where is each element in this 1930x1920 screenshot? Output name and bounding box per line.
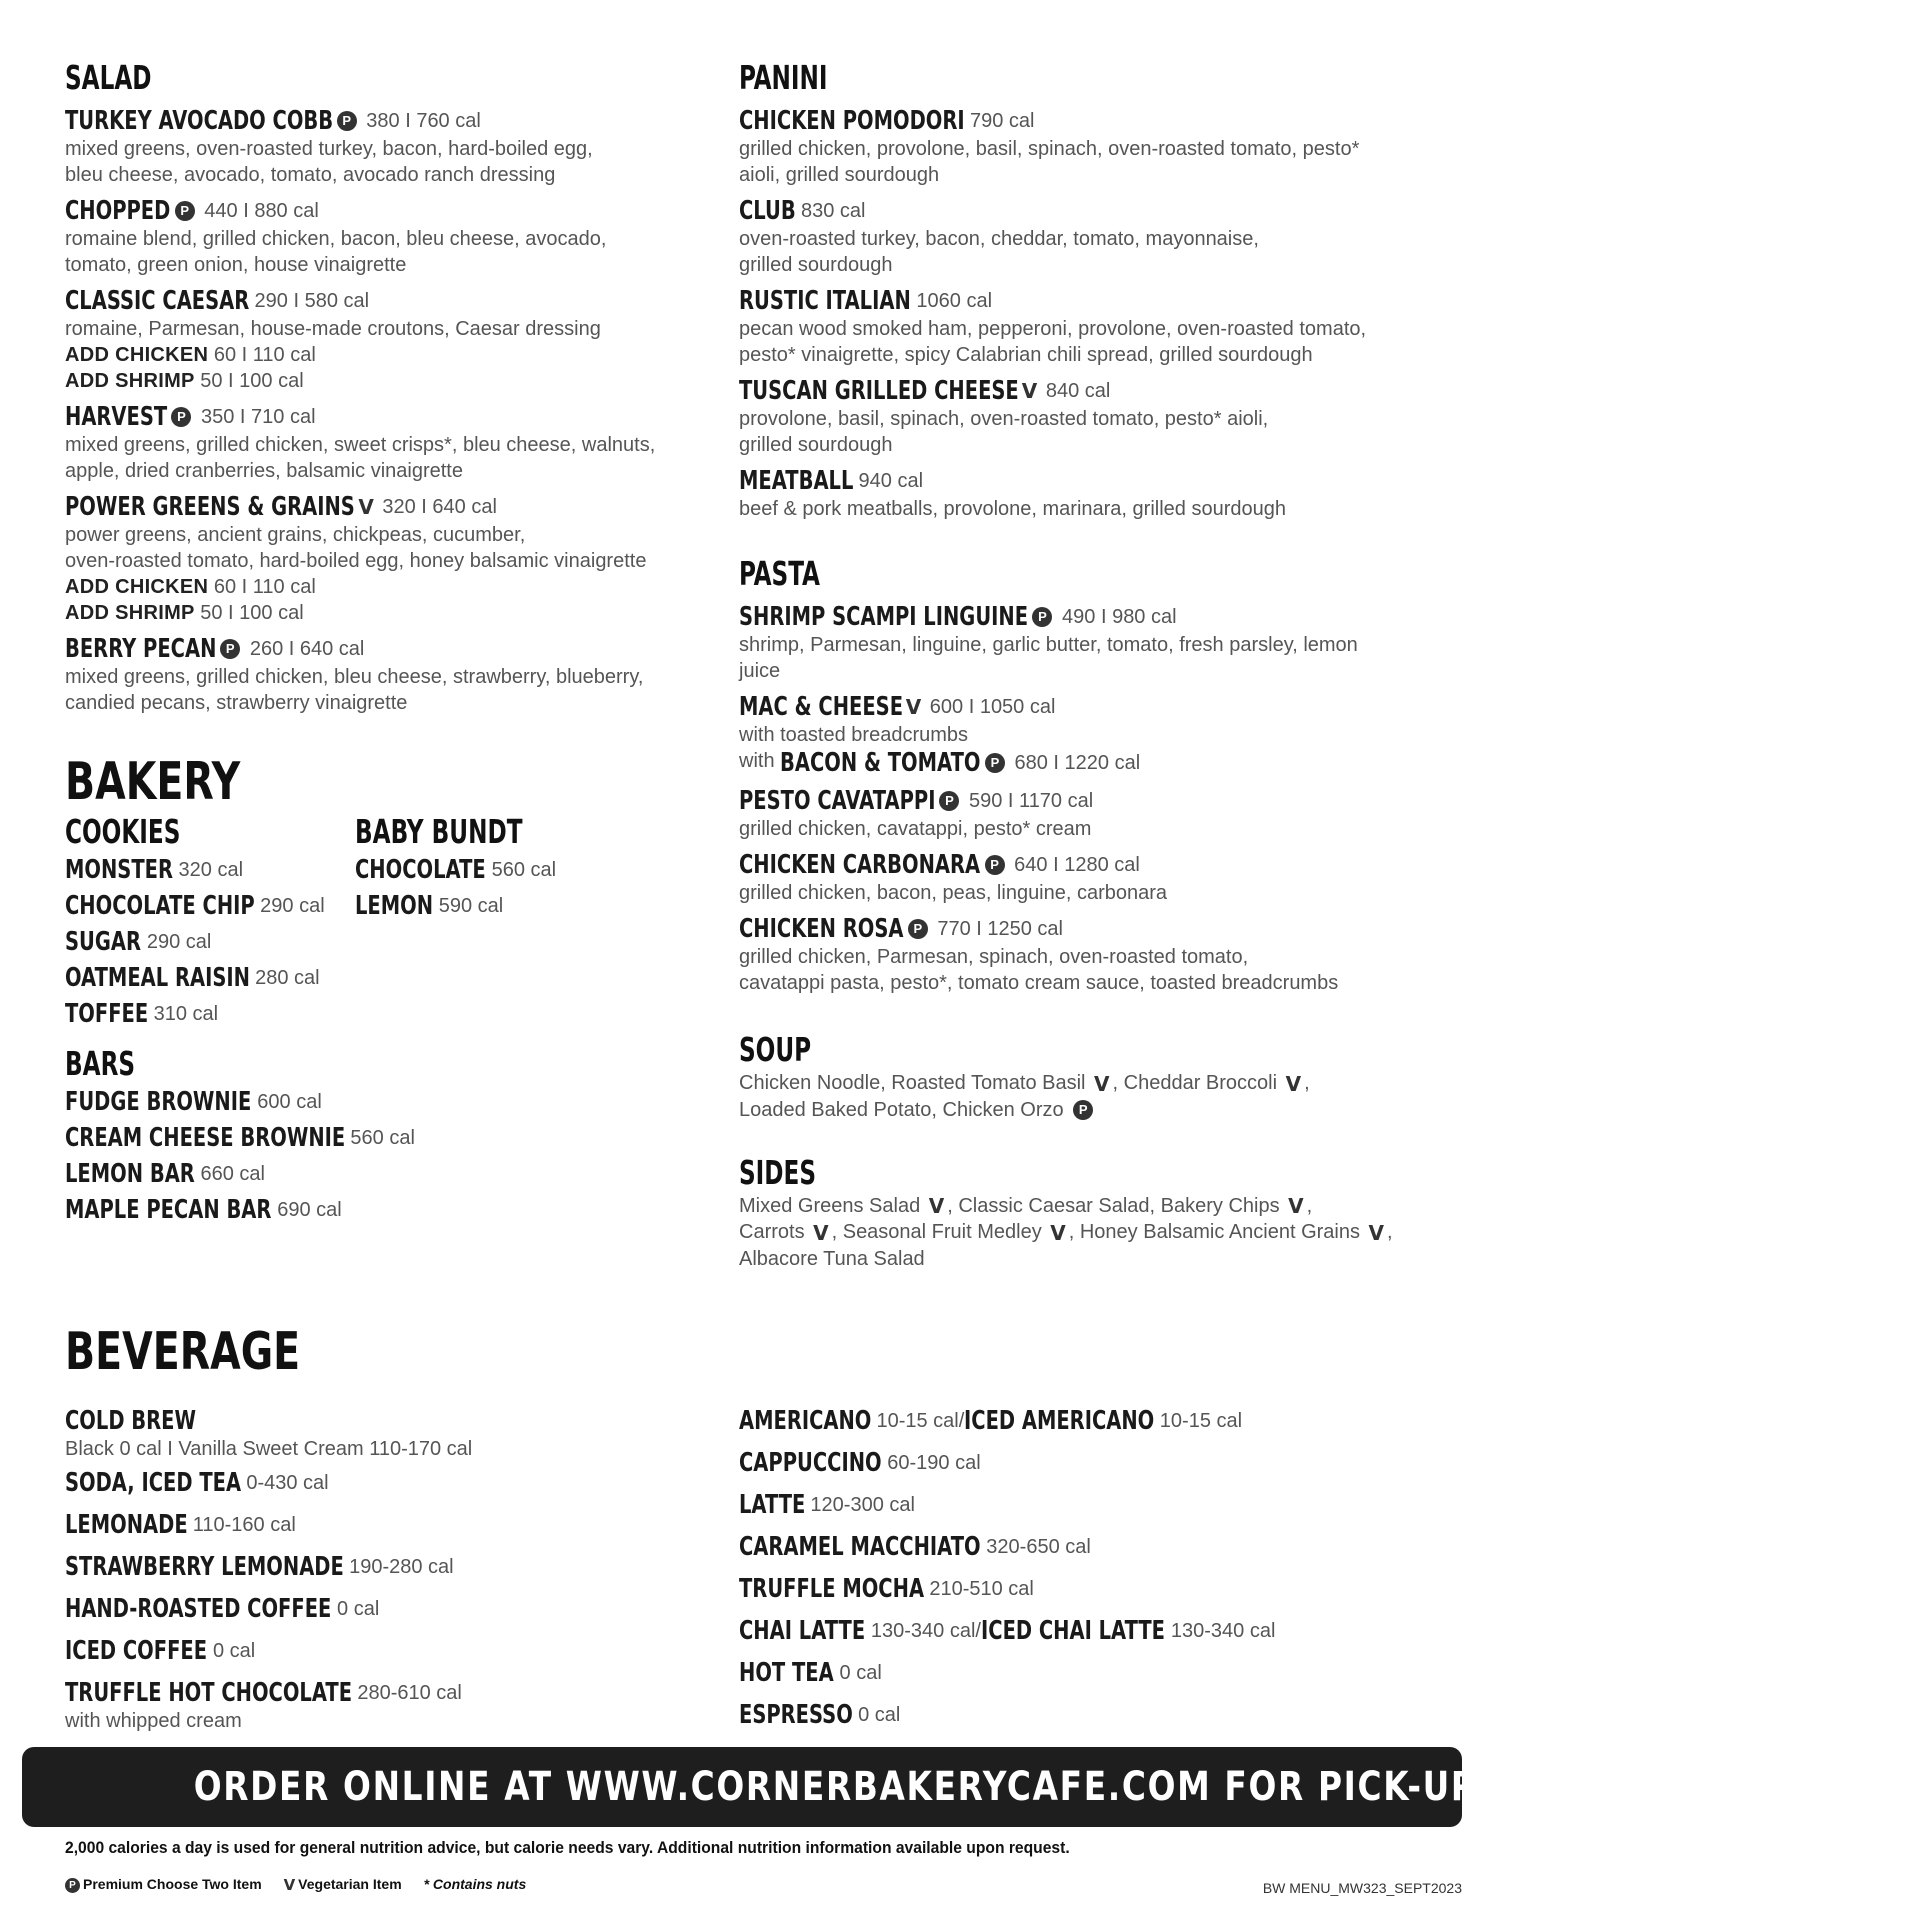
item-description: grilled chicken, bacon, peas, linguine, carbonara: [739, 882, 1168, 904]
legend-vegetarian: Vegetarian Item: [298, 1876, 402, 1892]
item-name: BERRY PECAN: [65, 634, 217, 664]
item-calories: 640 I 1280 cal: [1008, 854, 1140, 876]
item-name-line: [739, 376, 1429, 406]
item-calories: 320-650 cal: [980, 1536, 1091, 1558]
item-name-line: [739, 1444, 1429, 1482]
item-name-line: [739, 850, 1429, 880]
item-name: COLD BREW: [65, 1406, 197, 1436]
item-name: CLUB: [739, 196, 796, 226]
item-calories: 310 cal: [148, 1003, 219, 1025]
add-on-label: ADD CHICKEN: [65, 576, 209, 598]
premium-icon: P: [939, 791, 959, 811]
right-column: [739, 58, 1429, 1272]
beverage-item: [739, 1654, 1429, 1692]
item-calories: 210-510 cal: [923, 1578, 1034, 1600]
text-line: [739, 1097, 1429, 1123]
salad-heading: SALAD: [65, 58, 152, 97]
item-calories: 0 cal: [331, 1598, 380, 1620]
beverage-item: [65, 1674, 705, 1732]
item-name-line: [739, 196, 1429, 226]
menu-code: BW MENU_MW323_SEPT2023: [1262, 1880, 1462, 1896]
item-description: pecan wood smoked ham, pepperoni, provolone, oven-roasted tomato,: [739, 318, 1367, 340]
item-name: OATMEAL RAISIN: [65, 963, 250, 993]
add-on-calories: 50 I 100 cal: [194, 602, 304, 624]
beverage-item: [739, 1528, 1429, 1566]
text-fragment: , Cheddar Broccoli: [1112, 1072, 1283, 1094]
item-description: grilled chicken, cavatappi, pesto* cream: [739, 818, 1092, 840]
add-on-calories: 60 I 110 cal: [208, 344, 316, 366]
item-calories: 280-610 cal: [351, 1682, 462, 1704]
item-name-alt: ICED CHAI LATTE: [980, 1616, 1165, 1646]
item-name-line: [739, 1402, 1429, 1440]
item-name-line: [65, 1506, 705, 1544]
vegetarian-icon: V: [905, 695, 922, 719]
with-calories: 680 I 1220 cal: [1008, 752, 1141, 774]
item-calories: 590 cal: [433, 895, 504, 917]
item-calories: 110-160 cal: [187, 1514, 296, 1536]
vegetarian-icon: V: [283, 1876, 296, 1895]
item-name: SUGAR: [65, 927, 141, 957]
beverage-item: [739, 1612, 1429, 1650]
soup-list: [739, 1070, 1429, 1123]
item-name: HAND-ROASTED COFFEE: [65, 1594, 332, 1624]
item-name-line: [65, 1632, 705, 1670]
beverage-item: [739, 1696, 1429, 1734]
bars-heading: BARS: [65, 1044, 136, 1083]
cookies-heading: COOKIES: [65, 812, 181, 851]
item-name: CHAI LATTE: [739, 1616, 866, 1646]
vegetarian-icon: V: [928, 1194, 945, 1219]
item-description: provolone, basil, spinach, oven-roasted tomato, pesto* aioli,: [739, 408, 1269, 430]
bakery-grid: [65, 812, 705, 1232]
item-name: POWER GREENS & GRAINS: [65, 492, 355, 522]
bundt-column: [355, 812, 570, 924]
premium-icon: P: [985, 753, 1005, 773]
item-name-line: [739, 692, 1429, 722]
add-on: [65, 342, 705, 368]
item-calories: 0 cal: [207, 1640, 256, 1662]
text-line: [739, 1193, 1429, 1220]
item-calories: 60-190 cal: [881, 1452, 981, 1474]
item-name-line: [355, 852, 570, 888]
item-name: SODA, ICED TEA: [65, 1468, 242, 1498]
item-name: RUSTIC ITALIAN: [739, 286, 911, 316]
item-description: mixed greens, grilled chicken, sweet crisps*, bleu cheese, walnuts,: [65, 434, 656, 456]
item-name: LEMONADE: [65, 1510, 188, 1540]
menu-item: [65, 402, 705, 484]
item-name: CHOPPED: [65, 196, 171, 226]
menu-item: [739, 850, 1429, 906]
premium-icon: P: [1032, 607, 1052, 627]
legend-nuts: * Contains nuts: [423, 1876, 527, 1892]
beverage-heading: BEVERAGE: [65, 1322, 301, 1382]
item-description: apple, dried cranberries, balsamic vinaigrette: [65, 460, 463, 482]
beverage-item: [739, 1444, 1429, 1482]
item-name-line: [65, 634, 705, 664]
vegetarian-icon: V: [1288, 1194, 1304, 1219]
item-calories: 290 cal: [254, 895, 325, 917]
menu-item: [739, 106, 1429, 188]
item-calories: 130-340 cal/: [865, 1620, 981, 1642]
item-description: grilled chicken, Parmesan, spinach, oven-roasted tomato,: [739, 946, 1249, 968]
item-name-line: [355, 888, 570, 924]
item-name: ESPRESSO: [739, 1700, 853, 1730]
with-name: BACON & TOMATO: [780, 748, 981, 778]
add-on-label: ADD SHRIMP: [65, 602, 195, 624]
item-name: FUDGE BROWNIE: [65, 1087, 252, 1117]
legend-premium: Premium Choose Two Item: [83, 1876, 262, 1892]
item-name: CHICKEN POMODORI: [739, 106, 965, 136]
text-fragment: , Classic Caesar Salad, Bakery Chips: [947, 1194, 1286, 1217]
item-name: CHICKEN ROSA: [739, 914, 904, 944]
beverage-item: [65, 1632, 705, 1670]
bars-list: [65, 1084, 415, 1228]
item-name-line: [65, 1674, 705, 1712]
item-name: LEMON BAR: [65, 1159, 195, 1189]
text-fragment: ,: [1387, 1221, 1393, 1244]
text-line: [739, 1246, 1429, 1272]
pasta-heading: PASTA: [739, 554, 820, 593]
item-name-alt: ICED AMERICANO: [964, 1406, 1155, 1436]
text-fragment: ,: [1304, 1072, 1310, 1094]
item-description: candied pecans, strawberry vinaigrette: [65, 692, 408, 714]
beverage-item: [65, 1590, 705, 1628]
item-calories: 0-430 cal: [240, 1472, 329, 1494]
item-description: romaine blend, grilled chicken, bacon, bleu cheese, avocado,: [65, 228, 607, 250]
item-description: mixed greens, grilled chicken, bleu cheese, strawberry, blueberry,: [65, 666, 644, 688]
vegetarian-icon: V: [813, 1221, 829, 1246]
vegetarian-icon: V: [1094, 1071, 1110, 1096]
item-name-line: [739, 786, 1429, 816]
item-description: oven-roasted tomato, hard-boiled egg, honey balsamic vinaigrette: [65, 550, 647, 572]
beverage-note: with whipped cream: [65, 1710, 242, 1732]
item-calories: 940 cal: [852, 470, 924, 492]
item-description: aioli, grilled sourdough: [739, 164, 940, 186]
item-calories: 840 cal: [1040, 380, 1111, 402]
item-name-line: [65, 1120, 415, 1156]
sides-heading: SIDES: [739, 1152, 817, 1192]
text-fragment: Carrots: [739, 1221, 811, 1244]
item-name: CHOCOLATE: [355, 855, 486, 885]
item-name-line: [739, 106, 1429, 136]
panini-list: [739, 106, 1429, 522]
item-name: MONSTER: [65, 855, 173, 885]
item-description: grilled sourdough: [739, 254, 893, 276]
item-name-line: [65, 1464, 705, 1502]
premium-icon: P: [220, 639, 240, 659]
text-fragment: Albacore Tuna Salad: [739, 1248, 925, 1271]
premium-icon: P: [1073, 1100, 1093, 1120]
item-name: SHRIMP SCAMPI LINGUINE: [739, 602, 1029, 632]
item-calories-alt: 130-340 cal: [1165, 1620, 1276, 1642]
item-name: STRAWBERRY LEMONADE: [65, 1552, 344, 1582]
item-name-line: [65, 286, 705, 316]
order-online-text: ORDER ONLINE AT WWW.CORNERBAKERYCAFE.COM FOR PICK-UP OR DELIVERY.: [193, 1764, 1759, 1810]
menu-item: [739, 786, 1429, 842]
item-name-line: [65, 1590, 705, 1628]
item-name-line: [739, 1612, 1429, 1650]
menu-item: [65, 492, 705, 626]
item-calories: 10-15 cal/: [870, 1410, 965, 1432]
menu-item: [739, 196, 1429, 278]
text-fragment: ,: [1306, 1194, 1313, 1217]
premium-icon: P: [337, 111, 357, 131]
premium-icon: P: [171, 407, 191, 427]
item-name-line: [65, 1084, 415, 1120]
item-name: CREAM CHEESE BROWNIE: [65, 1123, 346, 1153]
item-name-line: [65, 1156, 415, 1192]
menu-item: [65, 106, 705, 188]
soup-heading: SOUP: [739, 1030, 812, 1069]
menu-item: [739, 914, 1429, 996]
item-calories: 320 cal: [172, 859, 244, 881]
item-name-line: [65, 1548, 705, 1586]
item-name-line: [739, 914, 1429, 944]
item-calories: 350 I 710 cal: [195, 406, 316, 428]
item-calories: 590 I 1170 cal: [963, 790, 1094, 812]
item-description: grilled sourdough: [739, 434, 893, 456]
panini-heading: PANINI: [739, 58, 828, 97]
item-description: with toasted breadcrumbs: [739, 724, 969, 746]
item-name: LEMON: [355, 891, 434, 921]
item-name: MAC & CHEESE: [739, 692, 904, 722]
item-name: CHICKEN CARBONARA: [739, 850, 981, 880]
add-on-label: ADD SHRIMP: [65, 370, 195, 392]
add-on: [65, 574, 705, 600]
item-name: CAPPUCCINO: [739, 1448, 882, 1478]
vegetarian-icon: V: [1021, 379, 1038, 403]
premium-icon: P: [65, 1878, 80, 1893]
premium-icon: P: [175, 201, 195, 221]
nutrition-disclaimer: 2,000 calories a day is used for general nutrition advice, but calorie needs vary. Additional nutrition information available upon request.: [65, 1838, 1070, 1857]
item-name: HARVEST: [65, 402, 168, 432]
menu-item: [739, 286, 1429, 368]
text-fragment: Loaded Baked Potato, Chicken Orzo: [739, 1098, 1070, 1121]
item-description: romaine, Parmesan, house-made croutons, Caesar dressing: [65, 318, 601, 340]
item-description: cavatappi pasta, pesto*, tomato cream sauce, toasted breadcrumbs: [739, 972, 1339, 994]
item-name-line: [65, 492, 705, 522]
item-calories: 290 cal: [141, 931, 212, 953]
item-name-line: [739, 1654, 1429, 1692]
menu-item: [65, 196, 705, 278]
bundt-heading: BABY BUNDT: [355, 812, 523, 851]
item-name-line: [739, 602, 1429, 632]
item-calories: 280 cal: [249, 967, 320, 989]
item-name-line: [65, 1192, 415, 1228]
text-fragment: , Honey Balsamic Ancient Grains: [1068, 1221, 1366, 1244]
item-name-line: [739, 286, 1429, 316]
item-calories: 560 cal: [486, 859, 557, 881]
item-with-option: [739, 748, 1429, 778]
item-name: ICED COFFEE: [65, 1636, 208, 1666]
add-on-label: ADD CHICKEN: [65, 344, 209, 366]
item-calories-alt: 10-15 cal: [1154, 1410, 1243, 1432]
menu-item: [65, 286, 705, 394]
beverage-item: [65, 1506, 705, 1544]
item-name: HOT TEA: [739, 1658, 834, 1688]
menu-item: [739, 466, 1429, 522]
item-calories: 790 cal: [964, 110, 1035, 132]
item-name: PESTO CAVATAPPI: [739, 786, 936, 816]
item-calories: 600 cal: [251, 1091, 322, 1113]
item-calories: 770 I 1250 cal: [931, 918, 1063, 940]
item-name: LATTE: [739, 1490, 806, 1520]
vegetarian-icon: V: [1285, 1071, 1302, 1096]
item-name: AMERICANO: [739, 1406, 872, 1436]
item-name-line: [65, 1402, 705, 1440]
item-name-line: [739, 1696, 1429, 1734]
add-on-calories: 50 I 100 cal: [194, 370, 304, 392]
item-calories: 0 cal: [834, 1662, 882, 1684]
item-name-line: [65, 196, 705, 226]
item-description: grilled chicken, provolone, basil, spinach, oven-roasted tomato, pesto*: [739, 138, 1360, 160]
premium-icon: P: [908, 919, 928, 939]
beverage-note: Black 0 cal I Vanilla Sweet Cream 110-170 cal: [65, 1438, 473, 1460]
item-name: TURKEY AVOCADO COBB: [65, 106, 334, 136]
salad-list: [65, 106, 705, 716]
vegetarian-icon: V: [358, 495, 374, 519]
item-description: tomato, green onion, house vinaigrette: [65, 254, 407, 276]
menu-item: [739, 692, 1429, 778]
item-calories: 1060 cal: [910, 290, 993, 312]
item-calories: 0 cal: [852, 1704, 901, 1726]
item-calories: 440 I 880 cal: [198, 200, 319, 222]
beverage-item: [65, 1402, 705, 1460]
beverage-item: [739, 1402, 1429, 1440]
item-description: power greens, ancient grains, chickpeas, cucumber,: [65, 524, 526, 546]
item-name: CLASSIC CAESAR: [65, 286, 250, 316]
vegetarian-icon: V: [1368, 1221, 1385, 1246]
item-description: mixed greens, oven-roasted turkey, bacon, hard-boiled egg,: [65, 138, 593, 160]
item-name-line: [65, 402, 705, 432]
bakery-heading: BAKERY: [65, 752, 241, 812]
beverage-item: [739, 1570, 1429, 1608]
item-name: TRUFFLE HOT CHOCOLATE: [65, 1678, 353, 1708]
item-description: pesto* vinaigrette, spicy Calabrian chili spread, grilled sourdough: [739, 344, 1313, 366]
item-calories: 190-280 cal: [343, 1556, 454, 1578]
item-calories: 830 cal: [795, 200, 866, 222]
add-on: [65, 368, 705, 394]
order-online-banner: [22, 1747, 1759, 1827]
left-column: [65, 58, 705, 1232]
item-calories: 490 I 980 cal: [1056, 606, 1177, 628]
item-description: oven-roasted turkey, bacon, cheddar, tomato, mayonnaise,: [739, 228, 1259, 250]
item-name-line: [65, 924, 415, 960]
add-on: [65, 600, 705, 626]
item-name: MAPLE PECAN BAR: [65, 1195, 272, 1225]
item-name-line: [739, 1570, 1429, 1608]
item-calories: 560 cal: [344, 1127, 415, 1149]
item-name: TOFFEE: [65, 999, 149, 1029]
item-calories: 690 cal: [271, 1199, 342, 1221]
item-name-line: [739, 1528, 1429, 1566]
beverage-left-list: [65, 1398, 705, 1732]
beverage-item: [65, 1548, 705, 1586]
premium-icon: P: [985, 855, 1005, 875]
menu-item: [739, 602, 1429, 684]
item-description: bleu cheese, avocado, tomato, avocado ranch dressing: [65, 164, 556, 186]
text-line: [739, 1070, 1429, 1097]
vegetarian-icon: V: [1050, 1221, 1066, 1246]
item-name-line: [739, 1486, 1429, 1524]
beverage-right-list: [739, 1398, 1429, 1734]
item-name-line: [65, 960, 415, 996]
item-calories: 600 I 1050 cal: [924, 696, 1056, 718]
add-on-calories: 60 I 110 cal: [208, 576, 316, 598]
item-name-line: [65, 106, 705, 136]
menu-item: [65, 634, 705, 716]
item-name: MEATBALL: [739, 466, 854, 496]
item-calories: 380 I 760 cal: [360, 110, 481, 132]
item-description: beef & pork meatballs, provolone, marinara, grilled sourdough: [739, 498, 1286, 520]
with-prefix: with: [739, 750, 781, 773]
legend: [65, 1876, 526, 1894]
item-calories: 660 cal: [194, 1163, 265, 1185]
text-fragment: , Seasonal Fruit Medley: [831, 1221, 1048, 1244]
item-description: shrimp, Parmesan, linguine, garlic butter, tomato, fresh parsley, lemon: [739, 634, 1358, 656]
item-name-line: [65, 996, 415, 1032]
item-calories: 320 I 640 cal: [376, 496, 497, 518]
text-fragment: Mixed Greens Salad: [739, 1194, 926, 1217]
item-calories: 290 I 580 cal: [248, 290, 370, 312]
pasta-list: [739, 602, 1429, 996]
item-name: TUSCAN GRILLED CHEESE: [739, 376, 1019, 406]
item-calories: 260 I 640 cal: [244, 638, 365, 660]
sides-list: [739, 1193, 1429, 1272]
item-name-line: [739, 466, 1429, 496]
item-name: CHOCOLATE CHIP: [65, 891, 255, 921]
beverage-item: [739, 1486, 1429, 1524]
beverage-item: [65, 1464, 705, 1502]
item-description: juice: [739, 660, 781, 682]
text-fragment: Chicken Noodle, Roasted Tomato Basil: [739, 1072, 1092, 1094]
item-calories: 120-300 cal: [804, 1494, 915, 1516]
menu-item: [739, 376, 1429, 458]
bundt-list: [355, 852, 570, 924]
item-name: TRUFFLE MOCHA: [739, 1574, 925, 1604]
item-name: CARAMEL MACCHIATO: [739, 1532, 981, 1562]
text-line: [739, 1219, 1429, 1246]
